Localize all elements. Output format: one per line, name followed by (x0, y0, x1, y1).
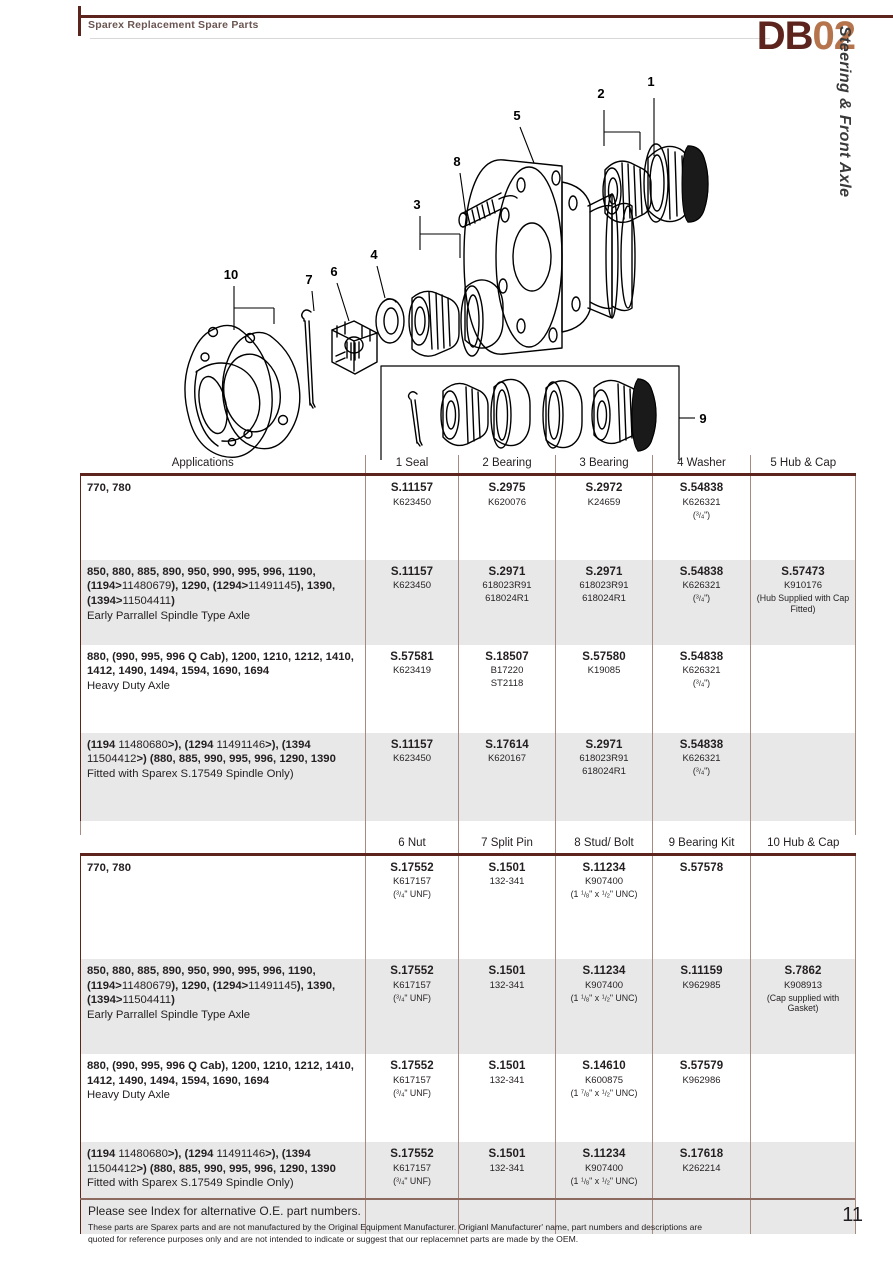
cell-part-2 (459, 854, 556, 959)
part-oe-number: 618023R91 (579, 753, 629, 765)
section-code-prefix: DB (756, 14, 813, 58)
part-sku: S.57580 (582, 650, 626, 663)
part-note: ($^3/_4$" UNF) (393, 889, 431, 900)
gap-cell (751, 821, 856, 835)
part-sku: S.54838 (679, 565, 724, 578)
part-note: ($^3/_4$" UNF) (393, 992, 431, 1004)
parts-tables (0, 455, 893, 1234)
part-oe-number: K623450 (392, 496, 432, 508)
col-header-4-washer: 4 Washer (653, 455, 751, 475)
part-oe-number: K907400 (584, 979, 624, 991)
cell-part-1 (366, 854, 459, 959)
part-sku: S.2972 (585, 482, 623, 494)
part-oe-number: K623450 (392, 753, 432, 765)
callout-3: 3 (413, 197, 421, 212)
cell-applications: 850, 880, 885, 890, 950, 990, 995, 996, 1190, (1194>11480679), 1290, (1294>11491145), 1390, (1394>11504411) Early Parrallel Spindle Type Axle (81, 560, 366, 645)
part-oe-number: K907400 (584, 876, 624, 888)
cell-applications: (1194 11480680>), (1294 11491146>), (1394 11504412>) (880, 885, 990, 995, 996, 1290, 1390 Fitted with Sparex S.17549 Spindle Only) (81, 1142, 366, 1234)
part-oe-number: K600875 (584, 1074, 624, 1086)
part-sku: S.1501 (488, 1060, 526, 1072)
part-sku: S.18507 (485, 650, 529, 663)
col-header-1-seal: 1 Seal (366, 455, 459, 475)
part-oe-number: 132-341 (489, 1162, 525, 1174)
table-row (81, 560, 856, 645)
part-note: $(^3/_4")$ (692, 593, 711, 604)
part-oe-number: K24659 (587, 496, 621, 508)
cell-part-4 (653, 560, 751, 645)
table-row (81, 959, 856, 1054)
part-sku: S.57473 (781, 565, 825, 578)
part-sku: S.17552 (390, 965, 434, 977)
cell-part-5 (751, 645, 856, 733)
cell-part-1 (366, 475, 459, 560)
table-row (81, 1054, 856, 1142)
part-oe-number: K623419 (392, 665, 432, 677)
cell-part-2 (459, 475, 556, 560)
part-sku: S.57581 (390, 650, 434, 663)
part-washer-4 (376, 299, 404, 343)
cell-part-2 (459, 733, 556, 821)
part-sku: S.7862 (784, 965, 822, 977)
col-header-8-stud-bolt: 8 Stud/ Bolt (556, 835, 653, 855)
part-sku: S.11157 (390, 482, 434, 494)
cell-part-4 (653, 854, 751, 959)
cell-part-1 (366, 560, 459, 645)
cell-part-2 (459, 1054, 556, 1142)
part-note: $(^3/_4")$ (692, 678, 711, 689)
callout-8: 8 (453, 154, 461, 169)
part-sku: S.17552 (390, 1060, 434, 1072)
part-oe-number: K626321 (682, 580, 721, 592)
cell-part-3 (556, 645, 653, 733)
cell-part-4 (653, 475, 751, 560)
part-sku: S.2975 (488, 482, 526, 494)
part-note: (1 $^1/_8$" x $^1/_2$" UNC) (570, 992, 638, 1004)
gap-cell (81, 821, 366, 835)
header-subtitle: Sparex Replacement Spare Parts (88, 19, 259, 31)
part-oe-number: 618023R91 (482, 580, 532, 592)
section-code-number: 02 (812, 14, 855, 58)
callout-1: 1 (647, 74, 655, 89)
part-oe-number: K617157 (392, 876, 432, 888)
cell-applications: (1194 11480680>), (1294 11491146>), (1394 11504412>) (880, 885, 990, 995, 996, 1290, 1390 Fitted with Sparex S.17549 Spindle Only) (81, 733, 366, 821)
part-note: $(^3/_4")$ (692, 766, 711, 777)
col-header-2-bearing: 2 Bearing (459, 455, 556, 475)
exploded-parts-diagram (0, 30, 893, 460)
part-oe-number: K19085 (587, 665, 621, 677)
part-oe-number: K910176 (783, 580, 823, 592)
part-sku: S.11234 (582, 861, 626, 874)
cell-part-4 (653, 959, 751, 1054)
cell-part-4 (653, 1054, 751, 1142)
part-oe-number: K626321 (682, 665, 721, 677)
cell-part-3 (556, 854, 653, 959)
part-oe-number-alt: 618024R1 (582, 766, 626, 778)
callout-4: 4 (370, 247, 378, 262)
part-sku: S.17614 (485, 738, 529, 751)
cell-part-1 (366, 959, 459, 1054)
footer-index-note: Please see Index for alternative O.E. part numbers. (88, 1204, 361, 1218)
part-sku: S.54838 (679, 650, 724, 663)
part-note: (1 $^7/_8$" x $^1/_2$" UNC) (570, 1087, 638, 1099)
part-oe-number: 132-341 (489, 876, 525, 888)
cell-part-5 (751, 854, 856, 959)
part-sku: S.2971 (585, 565, 623, 578)
gap-cell (653, 821, 751, 835)
part-oe-number-alt: ST2118 (490, 678, 524, 690)
cell-part-4 (653, 645, 751, 733)
footer-rule (80, 1198, 855, 1200)
cell-part-1 (366, 1054, 459, 1142)
cell-part-1 (366, 733, 459, 821)
part-oe-number: 132-341 (489, 1074, 525, 1086)
table-gap-row (81, 821, 856, 835)
part-hub-5 (464, 160, 635, 354)
part-oe-number: B17220 (490, 665, 524, 677)
diagram-svg (0, 30, 893, 460)
part-sku: S.1501 (488, 965, 526, 977)
page-number: 11 (842, 1204, 863, 1226)
callout-10: 10 (223, 267, 239, 282)
col-header-3-bearing: 3 Bearing (556, 455, 653, 475)
cell-part-2 (459, 959, 556, 1054)
callout-9: 9 (699, 411, 707, 426)
col-header-9-bearing-kit: 9 Bearing Kit (653, 835, 751, 855)
cell-applications: 770, 780 (81, 854, 366, 959)
part-oe-number: K617157 (392, 1162, 432, 1174)
cell-part-1 (366, 645, 459, 733)
part-sku: S.11234 (582, 1148, 626, 1160)
part-sku: S.2971 (488, 565, 526, 578)
part-oe-number-alt: 618024R1 (485, 593, 529, 605)
cell-part-3 (556, 959, 653, 1054)
part-sku: S.17552 (390, 861, 434, 874)
part-note: (Cap supplied with Gasket) (766, 992, 840, 1014)
cell-part-3 (556, 733, 653, 821)
part-hub-and-cap-10 (185, 325, 300, 457)
table2-body (81, 854, 856, 1234)
part-oe-number-alt: 618024R1 (582, 593, 626, 605)
part-note: (Hub Supplied with Cap Fitted) (756, 593, 850, 614)
gap-cell (366, 821, 459, 835)
table1-header-row (81, 455, 856, 475)
gap-cell (556, 821, 653, 835)
part-sku: S.1501 (488, 861, 526, 874)
footer-disclaimer: These parts are Sparex parts and are not manufactured by the Original Equipment Manufacturer. Origianl Manufacturer' name, part numbers and descriptions are quoted for reference purposes only and are not intended to indicate or suggest that our replacemnet parts are made by the OEM. (88, 1222, 703, 1245)
col-header-7-split-pin: 7 Split Pin (459, 835, 556, 855)
part-note: $(^3/_4")$ (692, 509, 711, 521)
cell-applications: 880, (990, 995, 996 Q Cab), 1200, 1210, 1212, 1410, 1412, 1490, 1494, 1594, 1690, 1694 Heavy Duty Axle (81, 645, 366, 733)
part-oe-number: K907400 (584, 1162, 624, 1174)
cell-applications: 880, (990, 995, 996 Q Cab), 1200, 1210, 1212, 1410, 1412, 1490, 1494, 1594, 1690, 1694 Heavy Duty Axle (81, 1054, 366, 1142)
callout-2: 2 (597, 86, 605, 101)
table-row (81, 854, 856, 959)
col-header-10-hub-and-cap: 10 Hub & Cap (751, 835, 856, 855)
part-oe-number: K620167 (487, 753, 527, 765)
table-row (81, 475, 856, 560)
cell-part-5 (751, 475, 856, 560)
table1-body (81, 475, 856, 835)
col-header-blank (81, 835, 366, 855)
part-sku: S.1501 (488, 1148, 526, 1160)
part-split-pin-7 (302, 310, 315, 408)
part-oe-number: 618023R91 (579, 580, 629, 592)
cell-part-5 (751, 959, 856, 1054)
part-oe-number: K620076 (487, 496, 527, 508)
part-oe-number: K617157 (392, 979, 432, 991)
part-sku: S.11159 (680, 965, 723, 977)
cell-part-2 (459, 560, 556, 645)
part-sku: S.11234 (582, 965, 626, 977)
parts-table-1 (80, 455, 856, 835)
cell-applications: 850, 880, 885, 890, 950, 990, 995, 996, 1190, (1194>11480679), 1290, (1294>11491145), 1390, (1394>11504411) Early Parrallel Spindle Type Axle (81, 959, 366, 1054)
part-sku: S.54838 (679, 738, 724, 751)
cell-part-3 (556, 560, 653, 645)
section-side-title: Steering & Front Axle (836, 26, 853, 198)
part-sku: S.57579 (679, 1060, 724, 1072)
cell-part-3 (556, 475, 653, 560)
part-note: ($^3/_4$" UNF) (393, 1175, 431, 1187)
col-header-applications: Applications (81, 455, 366, 475)
part-oe-number: K623450 (392, 580, 432, 592)
part-sku: S.11157 (390, 738, 434, 751)
gap-cell (459, 821, 556, 835)
part-bearing-3 (409, 280, 503, 356)
table2-header-row (81, 835, 856, 855)
col-header-6-nut: 6 Nut (366, 835, 459, 855)
cell-part-5 (751, 1054, 856, 1142)
part-note: (1 $^1/_8$" x $^1/_2$" UNC) (570, 1175, 638, 1187)
part-sku: S.2971 (585, 738, 623, 751)
part-sku: S.11157 (390, 565, 434, 578)
table-row (81, 733, 856, 821)
cell-part-4 (653, 733, 751, 821)
callout-7: 7 (305, 272, 313, 287)
part-oe-number: K962986 (682, 1074, 721, 1086)
part-oe-number: K626321 (682, 496, 721, 508)
part-sku: S.54838 (679, 482, 724, 494)
part-note: ($^3/_4$" UNF) (393, 1087, 431, 1099)
part-oe-number: 132-341 (489, 979, 525, 991)
part-oe-number: K262214 (682, 1162, 721, 1174)
part-sku: S.17552 (390, 1148, 434, 1160)
part-oe-number: K908913 (783, 979, 823, 991)
part-oe-number: K626321 (682, 753, 721, 765)
cell-applications: 770, 780 (81, 475, 366, 560)
table-row (81, 645, 856, 733)
cell-part-5 (751, 733, 856, 821)
cell-part-3 (556, 1054, 653, 1142)
part-oe-number: K962985 (682, 979, 721, 991)
cell-part-5 (751, 560, 856, 645)
part-sku: S.17618 (679, 1148, 724, 1160)
part-note: (1 $^1/_8$" x $^1/_2$" UNC) (570, 889, 638, 900)
col-header-5-hub-and-cap: 5 Hub & Cap (751, 455, 856, 475)
part-nut-6 (332, 321, 377, 374)
cell-part-2 (459, 645, 556, 733)
cell-part-5 (751, 1142, 856, 1234)
callout-5: 5 (513, 108, 521, 123)
part-oe-number: K617157 (392, 1074, 432, 1086)
parts-table-2 (80, 835, 856, 1235)
part-sku: S.57578 (679, 861, 724, 874)
callout-6: 6 (330, 264, 338, 279)
part-sku: S.14610 (582, 1060, 626, 1072)
